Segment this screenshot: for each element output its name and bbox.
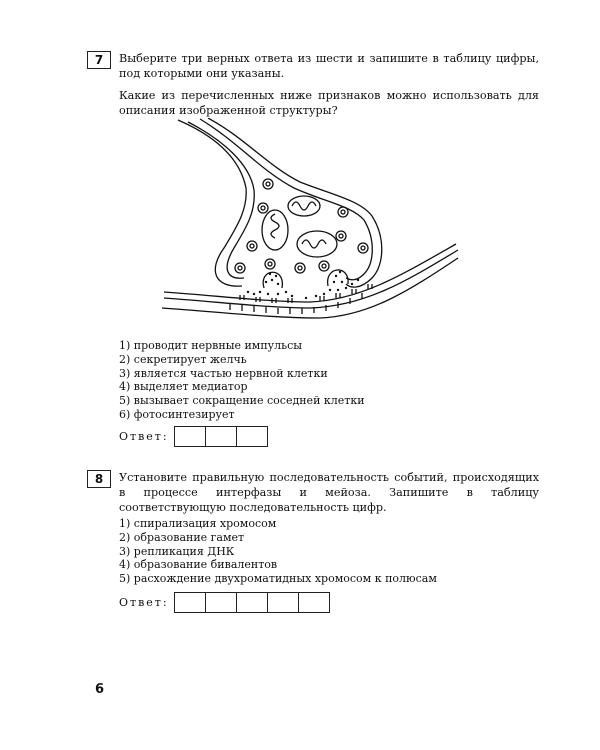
option-4: 4) выделяет медиатор bbox=[119, 380, 248, 394]
question-8-intro: Установите правильную последовательность событий, происходящих в процессе интерфазы и мейоза. Запишите в таблицу соответствующую последовательность цифр. bbox=[119, 471, 539, 514]
vesicle bbox=[235, 263, 245, 273]
option-3: 3) является частью нервной клетки bbox=[119, 366, 328, 380]
question-7-text: Какие из перечисленных ниже признаков можно использовать для описания изображенной структуры? bbox=[119, 89, 539, 117]
option-2: 2) образование гамет bbox=[119, 530, 245, 544]
option-1: 1) проводит нервные импульсы bbox=[119, 339, 303, 352]
vesicle bbox=[295, 263, 305, 273]
answer-cell-5[interactable] bbox=[298, 592, 330, 613]
option-6: 6) фотосинтезирует bbox=[119, 407, 235, 421]
answer-cell-1[interactable] bbox=[174, 592, 206, 613]
vesicle bbox=[319, 261, 329, 271]
vesicle bbox=[247, 241, 257, 251]
postsynaptic-membrane-inner bbox=[164, 250, 458, 308]
option-1: 1) спирализация хромосом bbox=[119, 517, 277, 530]
axon-membrane-inner bbox=[188, 122, 254, 278]
answer-cell-2[interactable] bbox=[205, 592, 237, 613]
question-8-answer bbox=[119, 592, 330, 613]
mitochondrion bbox=[297, 231, 337, 257]
question-7-options bbox=[119, 339, 365, 422]
vesicle bbox=[358, 243, 368, 253]
option-5: 5) расхождение двухроматидных хромосом к полюсам bbox=[119, 572, 437, 586]
answer-cell-1[interactable] bbox=[174, 426, 206, 447]
question-7-intro: Выберите три верных ответа из шести и запишите в таблицу цифры, под которыми они указаны. bbox=[119, 52, 539, 80]
answer-cell-3[interactable] bbox=[236, 592, 268, 613]
answer-cells bbox=[175, 592, 330, 613]
fusing-vesicle bbox=[328, 270, 349, 286]
option-2: 2) секретирует желчь bbox=[119, 352, 247, 366]
answer-cell-2[interactable] bbox=[205, 426, 237, 447]
option-5: 5) вызывает сокращение соседней клетки bbox=[119, 394, 365, 408]
question-8-options bbox=[119, 517, 437, 586]
answer-cell-3[interactable] bbox=[236, 426, 268, 447]
postsynaptic-membrane bbox=[164, 244, 456, 302]
page-number: 6 bbox=[95, 682, 105, 697]
vesicle bbox=[336, 231, 346, 241]
option-4: 4) образование бивалентов bbox=[119, 558, 278, 572]
answer-cell-4[interactable] bbox=[267, 592, 299, 613]
option-3: 3) репликация ДНК bbox=[119, 544, 235, 558]
vesicle bbox=[338, 207, 348, 217]
synapse-diagram bbox=[160, 118, 460, 330]
answer-label: Ответ: bbox=[119, 596, 169, 609]
question-7-number: 7 bbox=[87, 51, 111, 69]
mitochondrion bbox=[288, 196, 320, 216]
answer-label: Ответ: bbox=[119, 430, 169, 443]
question-8-number: 8 bbox=[87, 470, 111, 488]
vesicle bbox=[265, 259, 275, 269]
question-7-answer bbox=[119, 426, 268, 447]
vesicle bbox=[263, 179, 273, 189]
vesicle bbox=[258, 203, 268, 213]
answer-cells bbox=[175, 426, 268, 447]
